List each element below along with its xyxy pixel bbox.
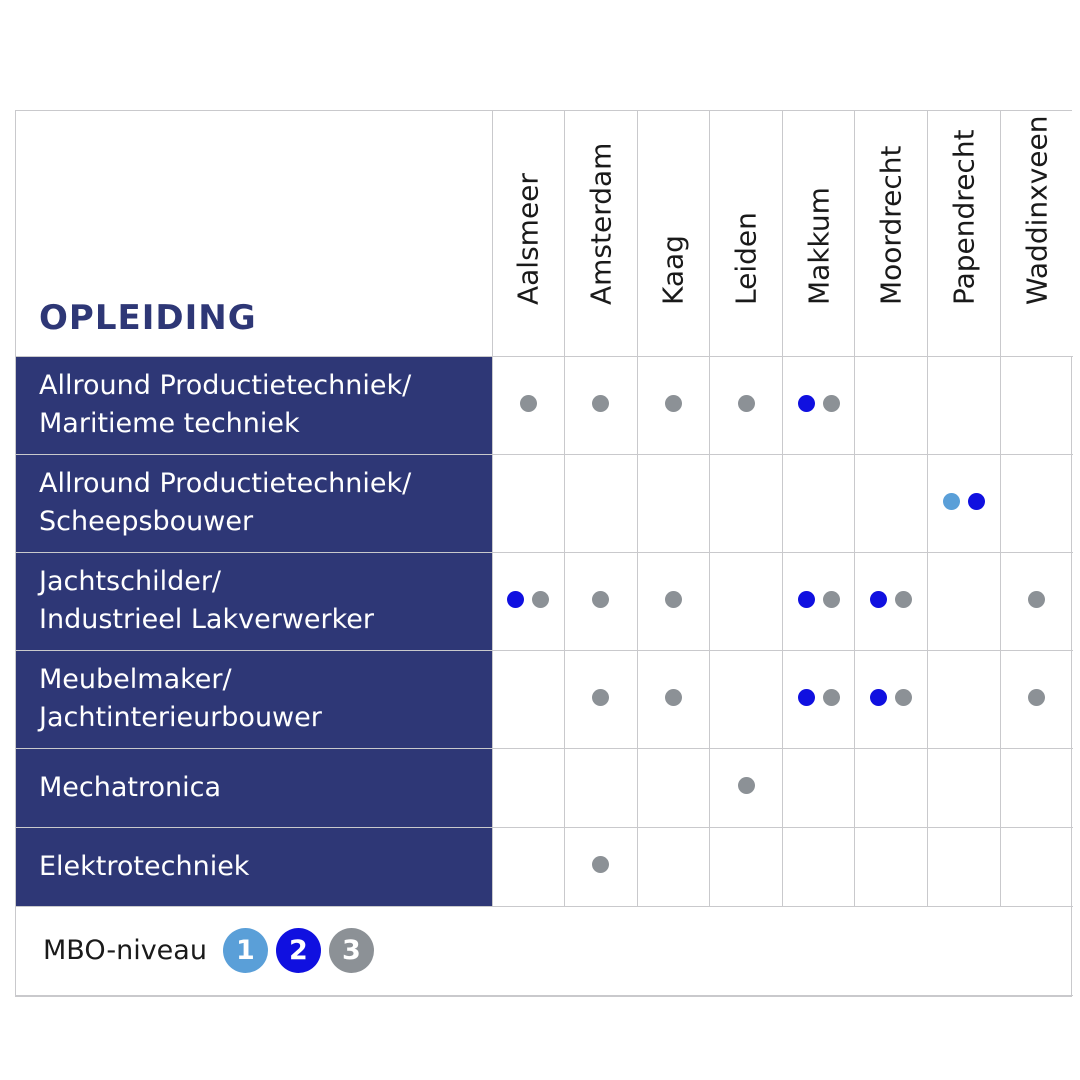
level-dots bbox=[1028, 591, 1045, 608]
mbo-level-1-badge: 1 bbox=[223, 928, 268, 973]
column-header-waddinxveen bbox=[1000, 111, 1073, 356]
availability-cell bbox=[637, 650, 710, 748]
level-3-dot bbox=[823, 395, 840, 412]
availability-cell bbox=[928, 748, 1001, 827]
availability-cell bbox=[565, 552, 638, 650]
location-label: Moordrecht bbox=[874, 145, 908, 305]
availability-cell bbox=[782, 552, 855, 650]
level-3-dot bbox=[823, 591, 840, 608]
availability-cell bbox=[710, 748, 783, 827]
availability-cell bbox=[565, 454, 638, 552]
opleiding-name bbox=[16, 454, 492, 552]
level-3-dot bbox=[823, 689, 840, 706]
level-3-dot bbox=[895, 591, 912, 608]
level-2-dot bbox=[798, 395, 815, 412]
opleiding-name-line: Jachtinterieurbouwer bbox=[39, 702, 322, 733]
availability-cell bbox=[928, 650, 1001, 748]
level-3-dot bbox=[520, 395, 537, 412]
level-2-dot bbox=[798, 591, 815, 608]
level-dots bbox=[943, 493, 985, 510]
availability-cell bbox=[637, 827, 710, 906]
level-dots bbox=[798, 689, 840, 706]
availability-cell bbox=[637, 356, 710, 454]
column-header-papendrecht bbox=[928, 111, 1001, 356]
table-row bbox=[16, 650, 1073, 748]
level-3-dot bbox=[665, 689, 682, 706]
level-dots bbox=[592, 856, 609, 873]
level-dots bbox=[507, 591, 549, 608]
level-3-dot bbox=[895, 689, 912, 706]
level-dots bbox=[520, 395, 537, 412]
level-2-dot bbox=[507, 591, 524, 608]
opleiding-name-line: Elektrotechniek bbox=[39, 850, 250, 882]
availability-cell bbox=[855, 748, 928, 827]
level-dots bbox=[665, 689, 682, 706]
location-label: Aalsmeer bbox=[511, 172, 545, 305]
legend-row bbox=[16, 906, 1073, 995]
table-row bbox=[16, 827, 1073, 906]
level-dots bbox=[592, 591, 609, 608]
mbo-level-2-badge: 2 bbox=[276, 928, 321, 973]
availability-cell bbox=[565, 748, 638, 827]
header-corner bbox=[16, 111, 492, 356]
location-label: Kaag bbox=[656, 234, 690, 305]
availability-cell bbox=[710, 552, 783, 650]
availability-cell bbox=[492, 356, 565, 454]
availability-cell bbox=[1000, 356, 1073, 454]
opleiding-name bbox=[16, 552, 492, 650]
opleiding-table bbox=[15, 110, 1072, 997]
opleiding-name-line: Allround Productietechniek/ bbox=[39, 468, 412, 499]
level-3-dot bbox=[592, 689, 609, 706]
table-row bbox=[16, 356, 1073, 454]
column-title-opleiding: OPLEIDING bbox=[39, 297, 257, 338]
availability-cell bbox=[710, 827, 783, 906]
level-2-dot bbox=[870, 689, 887, 706]
availability-cell bbox=[928, 356, 1001, 454]
availability-cell bbox=[637, 454, 710, 552]
level-dots bbox=[870, 591, 912, 608]
legend-label: MBO-niveau bbox=[43, 935, 207, 966]
availability-cell bbox=[928, 454, 1001, 552]
level-2-dot bbox=[870, 591, 887, 608]
column-header-moordrecht bbox=[855, 111, 928, 356]
level-3-dot bbox=[1028, 591, 1045, 608]
legend-cell bbox=[16, 906, 1073, 995]
level-2-dot bbox=[968, 493, 985, 510]
level-3-dot bbox=[592, 395, 609, 412]
availability-cell bbox=[1000, 650, 1073, 748]
opleiding-name-line: Allround Productietechniek/ bbox=[39, 370, 412, 401]
availability-cell bbox=[710, 356, 783, 454]
availability-cell bbox=[855, 454, 928, 552]
availability-cell bbox=[782, 650, 855, 748]
opleiding-name bbox=[16, 827, 492, 906]
availability-cell bbox=[928, 827, 1001, 906]
availability-cell bbox=[637, 552, 710, 650]
availability-cell bbox=[1000, 454, 1073, 552]
availability-cell bbox=[1000, 827, 1073, 906]
column-header-makkum bbox=[782, 111, 855, 356]
availability-cell bbox=[565, 650, 638, 748]
level-dots bbox=[1028, 689, 1045, 706]
opleiding-name-line: Maritieme techniek bbox=[39, 408, 300, 439]
availability-cell bbox=[492, 748, 565, 827]
availability-cell bbox=[492, 454, 565, 552]
level-dots bbox=[665, 591, 682, 608]
location-label: Waddinxveen bbox=[1020, 115, 1054, 305]
level-dots bbox=[798, 591, 840, 608]
availability-cell bbox=[855, 356, 928, 454]
availability-cell bbox=[492, 827, 565, 906]
level-dots bbox=[665, 395, 682, 412]
table-row bbox=[16, 748, 1073, 827]
opleiding-name-line: Industrieel Lakverwerker bbox=[39, 604, 374, 635]
opleiding-name-line: Scheepsbouwer bbox=[39, 506, 254, 537]
table-row bbox=[16, 454, 1073, 552]
availability-cell bbox=[855, 552, 928, 650]
availability-cell bbox=[782, 356, 855, 454]
availability-cell bbox=[492, 650, 565, 748]
availability-cell bbox=[1000, 552, 1073, 650]
location-label: Papendrecht bbox=[947, 128, 981, 305]
availability-cell bbox=[710, 454, 783, 552]
level-3-dot bbox=[1028, 689, 1045, 706]
availability-cell bbox=[782, 454, 855, 552]
level-1-dot bbox=[943, 493, 960, 510]
availability-cell bbox=[492, 552, 565, 650]
availability-cell bbox=[782, 748, 855, 827]
availability-cell bbox=[782, 827, 855, 906]
opleiding-name-line: Mechatronica bbox=[39, 771, 222, 803]
location-label: Leiden bbox=[729, 211, 763, 305]
availability-cell bbox=[637, 748, 710, 827]
level-3-dot bbox=[665, 591, 682, 608]
level-dots bbox=[798, 395, 840, 412]
level-2-dot bbox=[798, 689, 815, 706]
level-3-dot bbox=[738, 395, 755, 412]
table-row bbox=[16, 552, 1073, 650]
opleiding-name-line: Meubelmaker/ bbox=[39, 664, 232, 695]
column-header-amsterdam bbox=[565, 111, 638, 356]
opleiding-name bbox=[16, 650, 492, 748]
availability-cell bbox=[565, 827, 638, 906]
level-3-dot bbox=[532, 591, 549, 608]
availability-cell bbox=[565, 356, 638, 454]
mbo-legend bbox=[16, 928, 1073, 973]
availability-cell bbox=[928, 552, 1001, 650]
level-dots bbox=[738, 777, 755, 794]
table-header-row bbox=[16, 111, 1073, 356]
opleiding-name bbox=[16, 356, 492, 454]
location-label: Amsterdam bbox=[584, 142, 618, 305]
level-dots bbox=[738, 395, 755, 412]
opleiding-name bbox=[16, 748, 492, 827]
level-3-dot bbox=[592, 856, 609, 873]
location-label: Makkum bbox=[802, 186, 836, 305]
level-dots bbox=[592, 395, 609, 412]
level-3-dot bbox=[665, 395, 682, 412]
opleiding-name-line: Jachtschilder/ bbox=[39, 566, 222, 597]
column-header-leiden bbox=[710, 111, 783, 356]
column-header-aalsmeer bbox=[492, 111, 565, 356]
level-dots bbox=[592, 689, 609, 706]
availability-cell bbox=[855, 650, 928, 748]
level-3-dot bbox=[592, 591, 609, 608]
mbo-level-3-badge: 3 bbox=[329, 928, 374, 973]
level-3-dot bbox=[738, 777, 755, 794]
availability-cell bbox=[855, 827, 928, 906]
availability-cell bbox=[710, 650, 783, 748]
column-header-kaag bbox=[637, 111, 710, 356]
availability-cell bbox=[1000, 748, 1073, 827]
level-dots bbox=[870, 689, 912, 706]
